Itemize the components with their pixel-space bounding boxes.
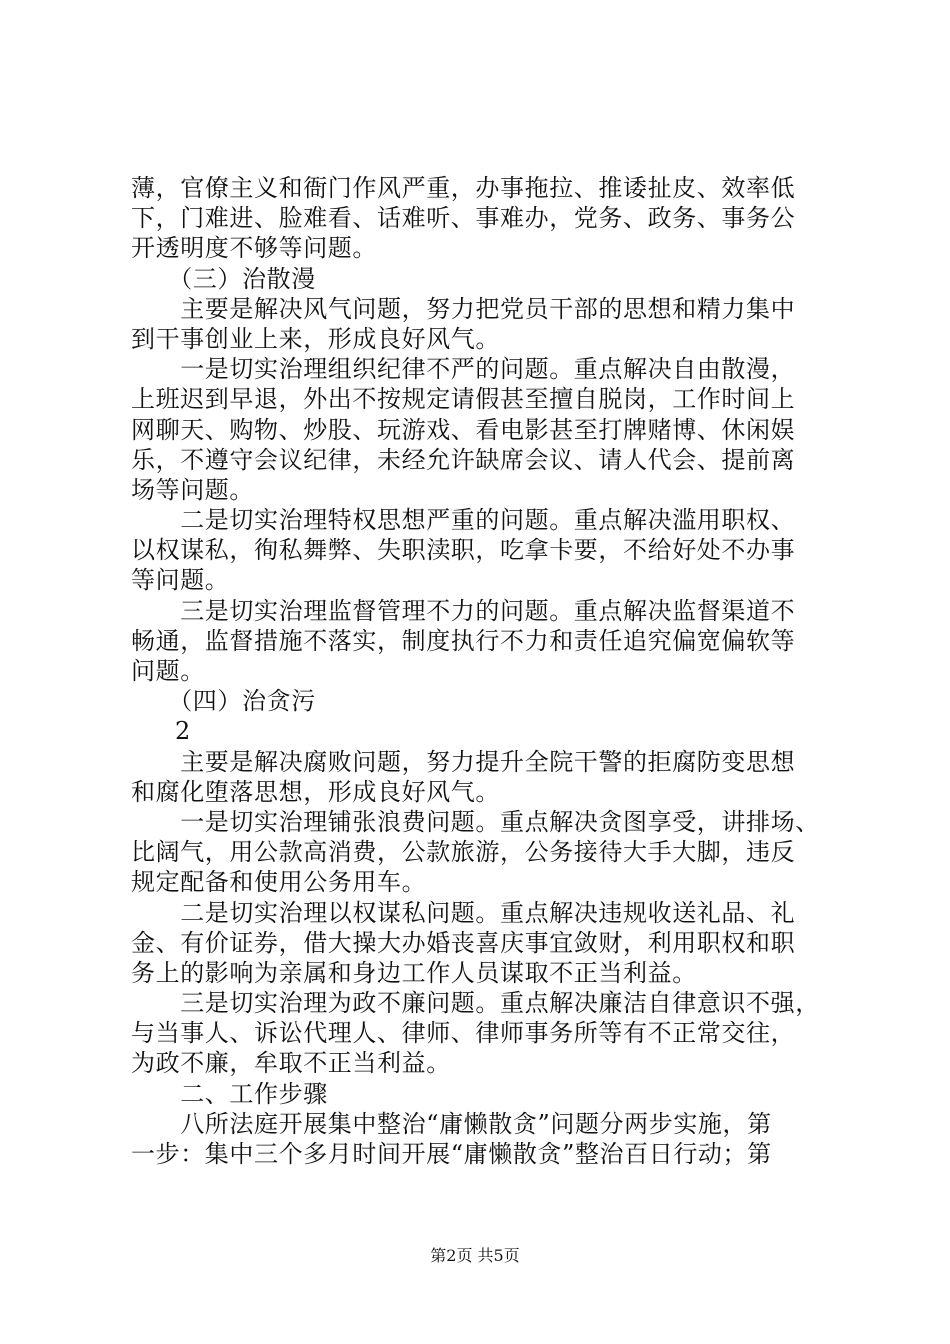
text-line: 下，门难进、脸难看、话难听、事难办，党务、政务、事务公 xyxy=(131,204,796,233)
text-line: 三是切实治理监督管理不力的问题。重点解决监督渠道不 xyxy=(131,596,796,625)
text-line: 为政不廉，牟取不正当利益。 xyxy=(131,1049,451,1078)
text-line: 等问题。 xyxy=(131,566,230,595)
text-line: 以权谋私，徇私舞弊、失职渎职，吃拿卡要，不给好处不办事 xyxy=(131,536,796,565)
text-line: 上班迟到早退，外出不按规定请假甚至擅自脱岗，工作时间上 xyxy=(131,385,796,414)
text-line: 八所法庭开展集中整治“庸懒散贪”问题分两步实施，第 xyxy=(131,1109,772,1138)
text-line: 比阔气，用公款高消费，公款旅游，公务接待大手大脚，违反 xyxy=(131,838,796,867)
text-line: 问题。 xyxy=(131,657,205,685)
text-line: 务上的影响为亲属和身边工作人员谋取不正当利益。 xyxy=(131,958,697,987)
text-line: 规定配备和使用公务用车。 xyxy=(131,868,427,897)
section-heading: （四）治贪污 xyxy=(131,687,316,716)
section-heading: 二、工作步骤 xyxy=(131,1079,328,1108)
text-line: 主要是解决腐败问题，努力提升全院干警的拒腐防变思想 xyxy=(131,747,796,776)
text-line: 一是切实治理组织纪律不严的问题。重点解决自由散漫， xyxy=(131,355,796,384)
inline-page-number: 2 xyxy=(175,717,191,746)
text-line: 二是切实治理以权谋私问题。重点解决违规收送礼品、礼 xyxy=(131,898,796,927)
text-line: 网聊天、购物、炒股、玩游戏、看电影甚至打牌赌博、休闲娱 xyxy=(131,415,796,444)
text-line: 和腐化堕落思想，形成良好风气。 xyxy=(131,777,500,806)
page-footer xyxy=(0,1246,950,1266)
document-body xyxy=(131,173,831,1169)
text-line: 乐，不遵守会议纪律，未经允许缺席会议、请人代会、提前离 xyxy=(131,445,796,474)
text-line: 与当事人、诉讼代理人、律师、律师事务所等有不正常交往， xyxy=(131,1019,796,1048)
text-line: 一是切实治理铺张浪费问题。重点解决贪图享受，讲排场、 xyxy=(131,807,820,836)
text-line: 畅通，监督措施不落实，制度执行不力和责任追究偏宽偏软等 xyxy=(131,626,796,655)
text-line: 开透明度不够等问题。 xyxy=(131,234,377,263)
text-line: 场等问题。 xyxy=(131,475,254,504)
text-line: 一步：集中三个多月时间开展“庸懒散贪”整治百日行动；第 xyxy=(131,1140,772,1168)
text-line: 主要是解决风气问题，努力把党员干部的思想和精力集中 xyxy=(131,294,796,323)
section-heading: （三）治散漫 xyxy=(131,264,316,293)
text-line: 薄，官僚主义和衙门作风严重，办事拖拉、推诿扯皮、效率低 xyxy=(131,174,796,202)
text-line: 到干事创业上来，形成良好风气。 xyxy=(131,324,500,353)
text-line: 二是切实治理特权思想严重的问题。重点解决滥用职权、 xyxy=(131,506,796,535)
text-line: 金、有价证券，借大操大办婚丧喜庆事宜敛财，利用职权和职 xyxy=(131,928,796,957)
page-number-label: 第2页 共5页 xyxy=(430,1246,520,1265)
text-line: 三是切实治理为政不廉问题。重点解决廉洁自律意识不强， xyxy=(131,989,820,1018)
